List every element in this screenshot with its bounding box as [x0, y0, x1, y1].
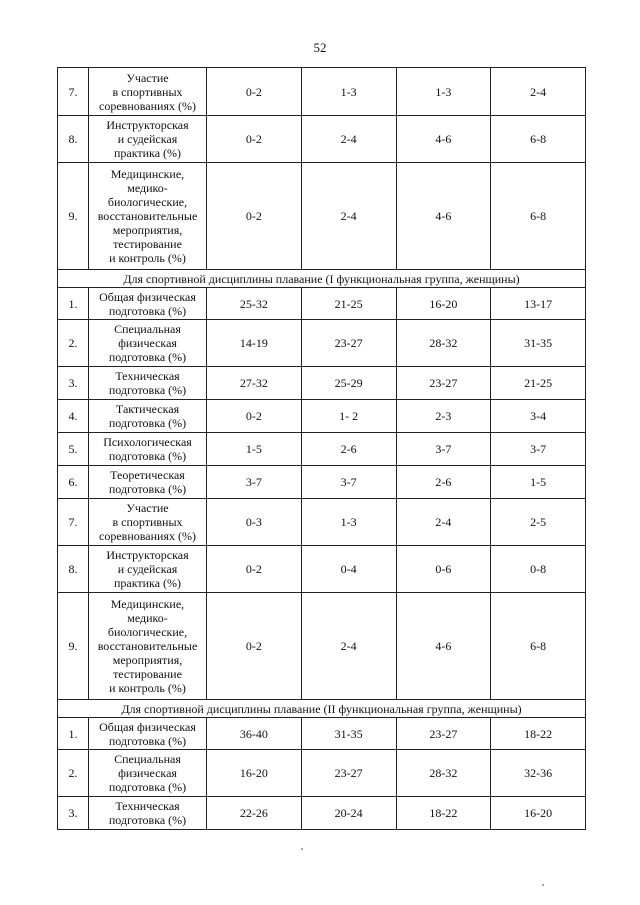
table-row — [58, 163, 586, 270]
table-row — [58, 546, 586, 593]
table-row — [58, 750, 586, 797]
value-cell: 16-20 — [207, 750, 302, 797]
value-cell: 1-3 — [301, 68, 396, 116]
value-cell: 0-6 — [396, 546, 491, 593]
training-type-cell: Участие в спортивных соревнованиях (%) — [89, 499, 207, 546]
table-row — [58, 466, 586, 499]
training-type-cell: Общая физическая подготовка (%) — [89, 288, 207, 320]
training-type-cell: Теоретическая подготовка (%) — [89, 466, 207, 499]
row-number: 8. — [58, 116, 89, 163]
value-cell: 2-4 — [396, 499, 491, 546]
value-cell: 27-32 — [207, 367, 302, 400]
table-row — [58, 116, 586, 163]
value-cell: 1-5 — [491, 466, 586, 499]
row-number: 6. — [58, 466, 89, 499]
value-cell: 25-32 — [207, 288, 302, 320]
value-cell: 31-35 — [301, 718, 396, 750]
value-cell: 2-3 — [396, 400, 491, 433]
training-ratio-table — [57, 67, 586, 830]
value-cell: 2-4 — [301, 593, 396, 700]
row-number: 7. — [58, 499, 89, 546]
value-cell: 6-8 — [491, 593, 586, 700]
value-cell: 20-24 — [301, 797, 396, 830]
training-type-cell: Участие в спортивных соревнованиях (%) — [89, 68, 207, 116]
training-type-cell: Инструкторская и судейская практика (%) — [89, 116, 207, 163]
table-row — [58, 593, 586, 700]
value-cell: 2-5 — [491, 499, 586, 546]
value-cell: 23-27 — [301, 320, 396, 367]
value-cell: 0-3 — [207, 499, 302, 546]
value-cell: 16-20 — [491, 797, 586, 830]
value-cell: 0-2 — [207, 68, 302, 116]
value-cell: 0-2 — [207, 163, 302, 270]
value-cell: 13-17 — [491, 288, 586, 320]
value-cell: 21-25 — [301, 288, 396, 320]
value-cell: 2-6 — [396, 466, 491, 499]
section-title: Для спортивной дисциплины плавание (II функциональная группа, женщины) — [58, 700, 586, 718]
training-type-cell: Техническая подготовка (%) — [89, 797, 207, 830]
value-cell: 31-35 — [491, 320, 586, 367]
training-type-cell: Специальная физическая подготовка (%) — [89, 320, 207, 367]
table-row — [58, 288, 586, 320]
training-type-cell: Тактическая подготовка (%) — [89, 400, 207, 433]
value-cell: 0-8 — [491, 546, 586, 593]
row-number: 1. — [58, 288, 89, 320]
value-cell: 14-19 — [207, 320, 302, 367]
value-cell: 1-3 — [301, 499, 396, 546]
value-cell: 0-2 — [207, 593, 302, 700]
training-type-cell: Психологическая подготовка (%) — [89, 433, 207, 466]
table-row — [58, 68, 586, 116]
table-row — [58, 797, 586, 830]
training-type-cell: Медицинские, медико- биологические, восстановительные мероприятия, тестирование и контроль (%) — [89, 593, 207, 700]
value-cell: 4-6 — [396, 163, 491, 270]
training-type-cell: Инструкторская и судейская практика (%) — [89, 546, 207, 593]
row-number: 1. — [58, 718, 89, 750]
row-number: 2. — [58, 750, 89, 797]
value-cell: 28-32 — [396, 750, 491, 797]
value-cell: 1- 2 — [301, 400, 396, 433]
value-cell: 1-5 — [207, 433, 302, 466]
value-cell: 36-40 — [207, 718, 302, 750]
value-cell: 2-4 — [301, 116, 396, 163]
section-title: Для спортивной дисциплины плавание (I функциональная группа, женщины) — [58, 270, 586, 288]
scan-speck — [301, 848, 303, 850]
table-body — [58, 68, 586, 830]
row-number: 3. — [58, 797, 89, 830]
training-type-cell: Техническая подготовка (%) — [89, 367, 207, 400]
row-number: 2. — [58, 320, 89, 367]
value-cell: 23-27 — [396, 367, 491, 400]
training-type-cell: Медицинские, медико- биологические, восстановительные мероприятия, тестирование и контроль (%) — [89, 163, 207, 270]
table-row — [58, 499, 586, 546]
value-cell: 2-6 — [301, 433, 396, 466]
row-number: 4. — [58, 400, 89, 433]
value-cell: 4-6 — [396, 593, 491, 700]
value-cell: 25-29 — [301, 367, 396, 400]
training-type-cell: Общая физическая подготовка (%) — [89, 718, 207, 750]
value-cell: 2-4 — [301, 163, 396, 270]
value-cell: 28-32 — [396, 320, 491, 367]
value-cell: 23-27 — [301, 750, 396, 797]
value-cell: 22-26 — [207, 797, 302, 830]
table-row — [58, 320, 586, 367]
row-number: 8. — [58, 546, 89, 593]
scan-speck — [542, 884, 544, 886]
table-row — [58, 433, 586, 466]
value-cell: 6-8 — [491, 163, 586, 270]
value-cell: 0-4 — [301, 546, 396, 593]
section-header-row — [58, 700, 586, 718]
value-cell: 0-2 — [207, 546, 302, 593]
row-number: 9. — [58, 163, 89, 270]
section-header-row — [58, 270, 586, 288]
value-cell: 3-7 — [491, 433, 586, 466]
page-number: 52 — [313, 40, 327, 55]
value-cell: 32-36 — [491, 750, 586, 797]
value-cell: 3-7 — [396, 433, 491, 466]
table-row — [58, 367, 586, 400]
value-cell: 6-8 — [491, 116, 586, 163]
value-cell: 2-4 — [491, 68, 586, 116]
row-number: 7. — [58, 68, 89, 116]
row-number: 5. — [58, 433, 89, 466]
table-row — [58, 400, 586, 433]
value-cell: 23-27 — [396, 718, 491, 750]
value-cell: 16-20 — [396, 288, 491, 320]
training-type-cell: Специальная физическая подготовка (%) — [89, 750, 207, 797]
value-cell: 0-2 — [207, 116, 302, 163]
value-cell: 1-3 — [396, 68, 491, 116]
value-cell: 4-6 — [396, 116, 491, 163]
value-cell: 3-4 — [491, 400, 586, 433]
row-number: 3. — [58, 367, 89, 400]
value-cell: 3-7 — [301, 466, 396, 499]
value-cell: 18-22 — [491, 718, 586, 750]
value-cell: 3-7 — [207, 466, 302, 499]
value-cell: 0-2 — [207, 400, 302, 433]
row-number: 9. — [58, 593, 89, 700]
table-row — [58, 718, 586, 750]
value-cell: 21-25 — [491, 367, 586, 400]
value-cell: 18-22 — [396, 797, 491, 830]
